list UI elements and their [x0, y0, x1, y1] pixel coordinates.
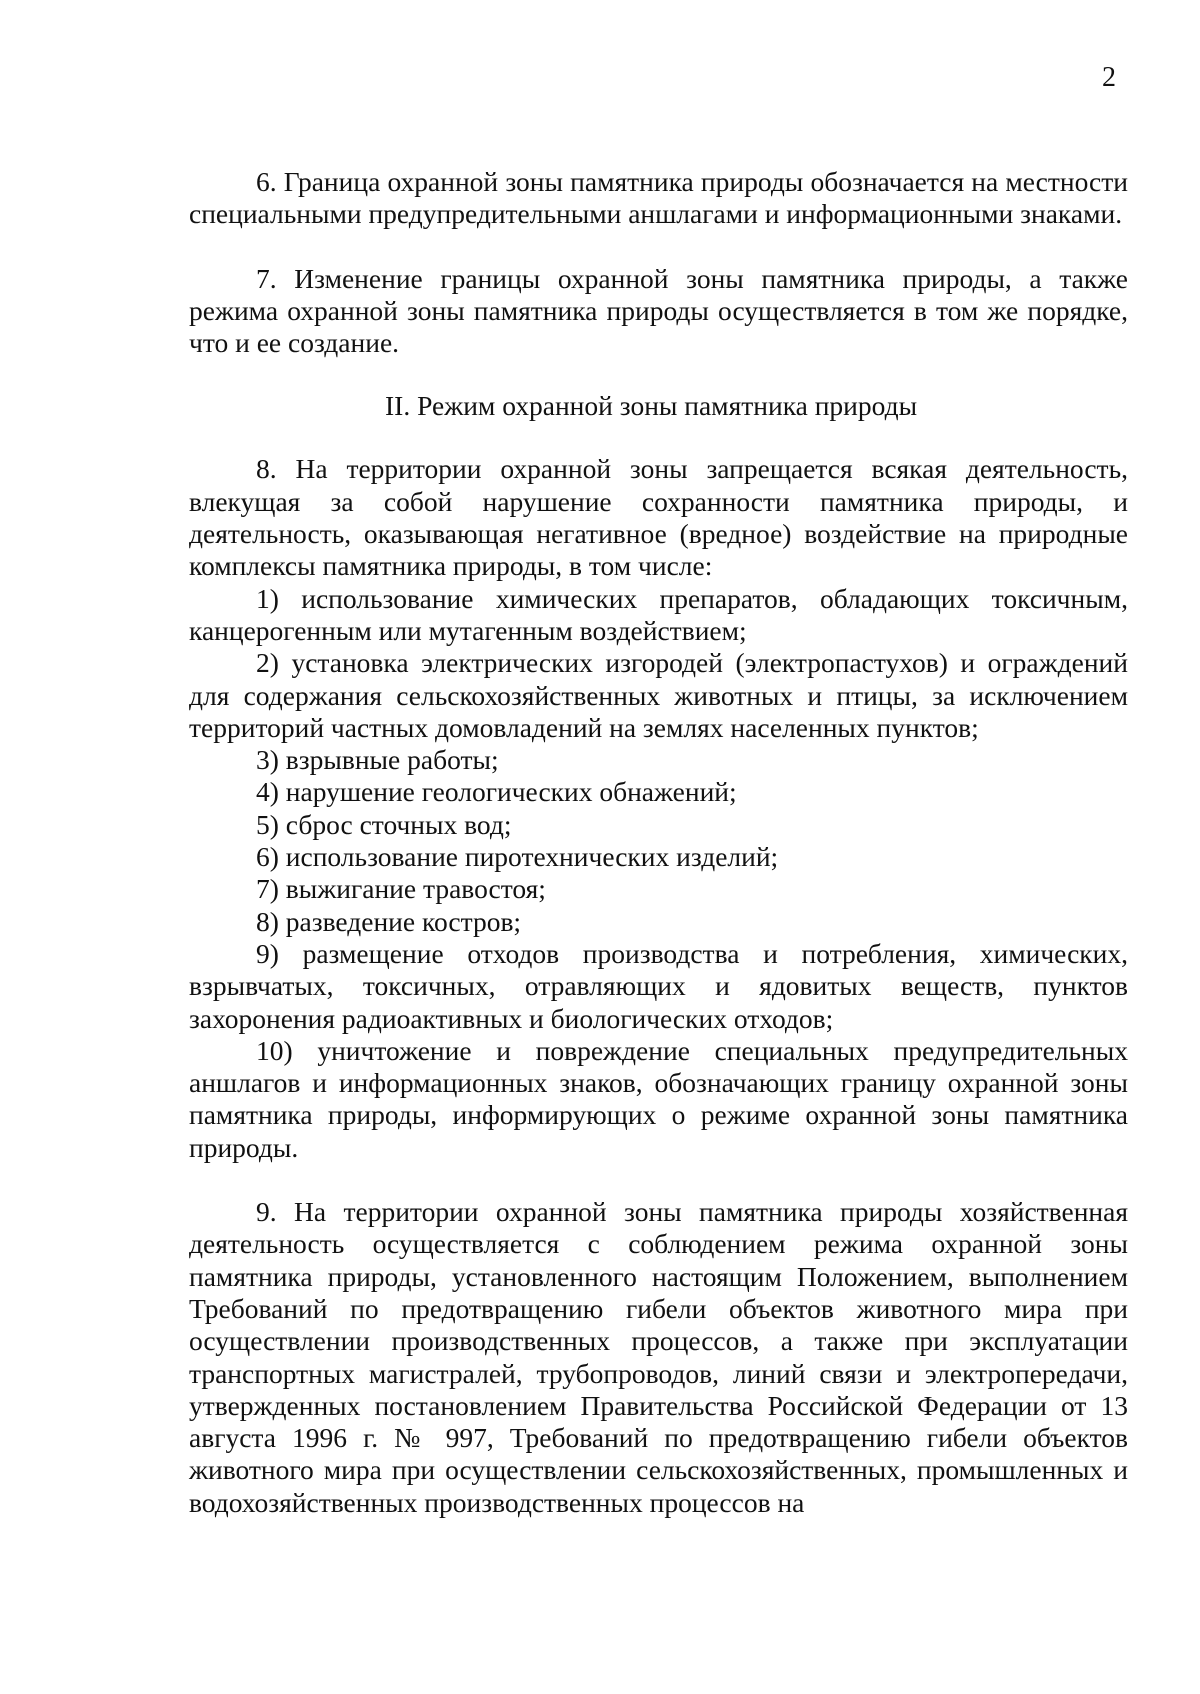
paragraph-7: 7. Изменение границы охранной зоны памятника природы, а также режима охранной зоны памятника природы осуществляется в том же порядке, что и ее создание.: [189, 262, 1128, 359]
paragraph-6: 6. Граница охранной зоны памятника природы обозначается на местности специальными предупредительными аншлагами и информационными знаками.: [189, 166, 1128, 230]
paragraph-9: 9. На территории охранной зоны памятника природы хозяйственная деятельность осуществляется с соблюдением режима охранной зоны памятника природы, установленного настоящим Положением, выполнением Требований по предотвращению гибели объектов животного мира при осуществлении производственных процессов, а также при эксплуатации транспортных магистралей, трубопроводов, линий связи и электропередачи, утвержденных постановлением Правительства Российской Федерации от 13 августа 1996 г. № 997, Требований по предотвращению гибели объектов животного мира при осуществлении сельскохозяйственных, промышленных и водохозяйственных производственных процессов на: [189, 1196, 1128, 1518]
list-item: 1) использование химических препаратов, обладающих токсичным, канцерогенным или мутагенным воздействием;: [189, 582, 1128, 646]
list-item: 2) установка электрических изгородей (электропастухов) и ограждений для содержания сельскохозяйственных животных и птицы, за исключением территорий частных домовладений на землях населенных пунктов;: [189, 647, 1128, 743]
document-body: [189, 166, 1128, 1519]
section-heading: II. Режим охранной зоны памятника природы: [385, 390, 918, 422]
page-number: 2: [1102, 62, 1116, 93]
list-item: 9) размещение отходов производства и потребления, химических, взрывчатых, токсичных, отравляющих и ядовитых веществ, пунктов захоронения радиоактивных и биологических отходов;: [189, 937, 1128, 1034]
list-item: 3) взрывные работы;: [256, 744, 499, 776]
list-item: 5) сброс сточных вод;: [256, 808, 512, 840]
list-item: 8) разведение костров;: [256, 905, 522, 937]
list-item: 4) нарушение геологических обнажений;: [256, 776, 737, 808]
paragraph-8: 8. На территории охранной зоны запрещается всякая деятельность, влекущая за собой нарушение сохранности памятника природы, и деятельность, оказывающая негативное (вредное) воздействие на природные комплексы памятника природы, в том числе:: [189, 453, 1128, 582]
list-item: 7) выжигание травостоя;: [256, 873, 546, 905]
list-item: 6) использование пиротехнических изделий;: [256, 841, 779, 873]
list-item: 10) уничтожение и повреждение специальных предупредительных аншлагов и информационных знаков, обозначающих границу охранной зоны памятника природы, информирующих о режиме охранной зоны памятника природы.: [189, 1034, 1128, 1163]
